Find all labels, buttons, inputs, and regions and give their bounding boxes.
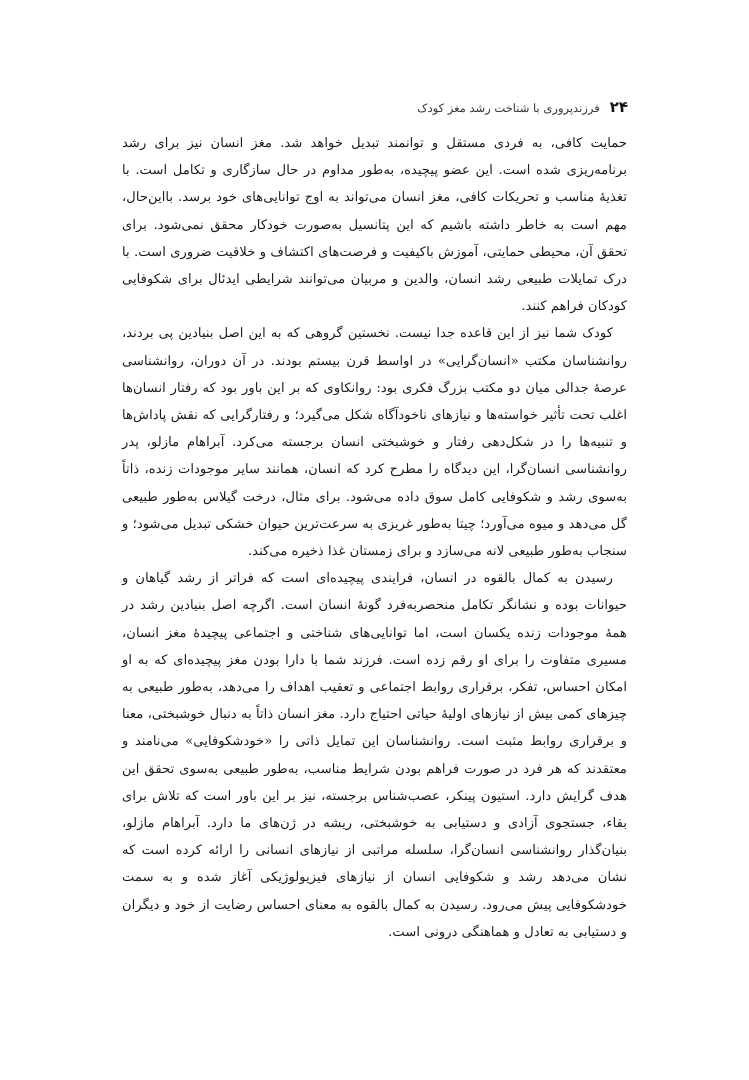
paragraph-3: رسیدن به کمال بالقوه در انسان، فرایندی پیچیده‌ای است که فراتر از رشد گیاهان و حیوانات بوده و نشانگر تکامل منحصربه‌فرد گونهٔ انسان است. اگرچه اصل بنیادین رشد در همهٔ موجودات زنده یکسان است، اما توانایی‌های شناختی و اجتماعی پیچیدهٔ مغز انسان، مسیری متفاوت را برای او رقم زده است. فرزند شما با دارا بودن مغز پیچیده‌ای که به او امکان احساس، تفکر، برقراری روابط اجتماعی و تعقیب اهداف را می‌دهد، به‌طور طبیعی به چیزهای کمی بیش از نیازهای اولیهٔ حیاتی احتیاج دارد. مغز انسان ذاتاً به دنبال خوشبختی، معنا و برقراری روابط مثبت است. روانشناسان این تمایل ذاتی را «خودشکوفایی» می‌نامند و معتقدند که هر فرد در صورت فراهم بودن شرایط مناسب، به‌طور طبیعی به‌سوی تحقق این هدف گرایش دارد. استیون پینکر، عصب‌شناس برجسته، نیز بر این باور است که تلاش برای بقاء، جستجوی آزادی و دستیابی به خوشبختی، ریشه در ژن‌های ما دارد. آبراهام مازلو، بنیان‌گذار روانشناسی انسان‌گرا، سلسله مراتبی از نیازهای انسانی را ارائه کرده است که نشان می‌دهد رشد و شکوفایی انسان از نیازهای فیزیولوژیکی آغاز شده و به سمت خودشکوفایی پیش می‌رود. رسیدن به کمال بالقوه به معنای احساس رضایت از خود و دیگران و دستیابی به تعادل و هماهنگی درونی است.	[122, 571, 627, 940]
running-header	[121, 98, 628, 120]
page-number: ۲۴	[609, 98, 628, 116]
paragraph-1: حمایت کافی، به فردی مستقل و توانمند تبدیل خواهد شد. مغز انسان نیز برای رشد برنامه‌ریزی شده است. این عضو پیچیده، به‌طور مداوم در حال سازگاری و تکامل است. با تغذیهٔ مناسب و تحریکات کافی، مغز انسان می‌تواند به اوج توانایی‌های خود برسد. بااین‌حال، مهم است به خاطر داشته باشیم که این پتانسیل به‌صورت خودکار محقق نمی‌شود. برای تحقق آن، محیطی حمایتی، آموزش باکیفیت و فرصت‌های اکتشاف و خلاقیت ضروری است. با درک تمایلات طبیعی رشد انسان، والدین و مربیان می‌توانند شرایطی ایدئال برای شکوفایی کودکان فراهم کنند.	[122, 136, 627, 315]
body-text	[122, 130, 627, 940]
running-title: فرزندپروری با شناخت رشد مغز کودک	[417, 101, 600, 115]
paragraph-2: کودک شما نیز از این قاعده جدا نیست. نخستین گروهی که به این اصل بنیادین پی بردند، روانشناسان مکتب «انسان‌گرایی» در اواسط قرن بیستم بودند. در آن دوران، روانشناسی عرصهٔ جدالی میان دو مکتب بزرگ فکری بود: روانکاوی که بر این باور بود که رفتار انسان‌ها اغلب تحت تأثیر خواسته‌ها و نیازهای ناخودآگاه شکل می‌گیرد؛ و رفتارگرایی که نقش پاداش‌ها و تنبیه‌ها را در شکل‌دهی رفتار و خوشبختی انسان برجسته می‌کرد. آبراهام مازلو، پدر روانشناسی انسان‌گرا، این دیدگاه را مطرح کرد که انسان، همانند سایر موجودات زنده، ذاتاً به‌سوی رشد و شکوفایی کامل سوق داده می‌شود. برای مثال، درخت گیلاس به‌طور طبیعی گل می‌دهد و میوه می‌آورد؛ چیتا به‌طور غریزی به سرعت‌ترین حیوان خشکی تبدیل می‌شود؛ و سنجاب به‌طور طبیعی لانه می‌سازد و برای زمستان غذا ذخیره می‌کند.	[122, 326, 627, 560]
